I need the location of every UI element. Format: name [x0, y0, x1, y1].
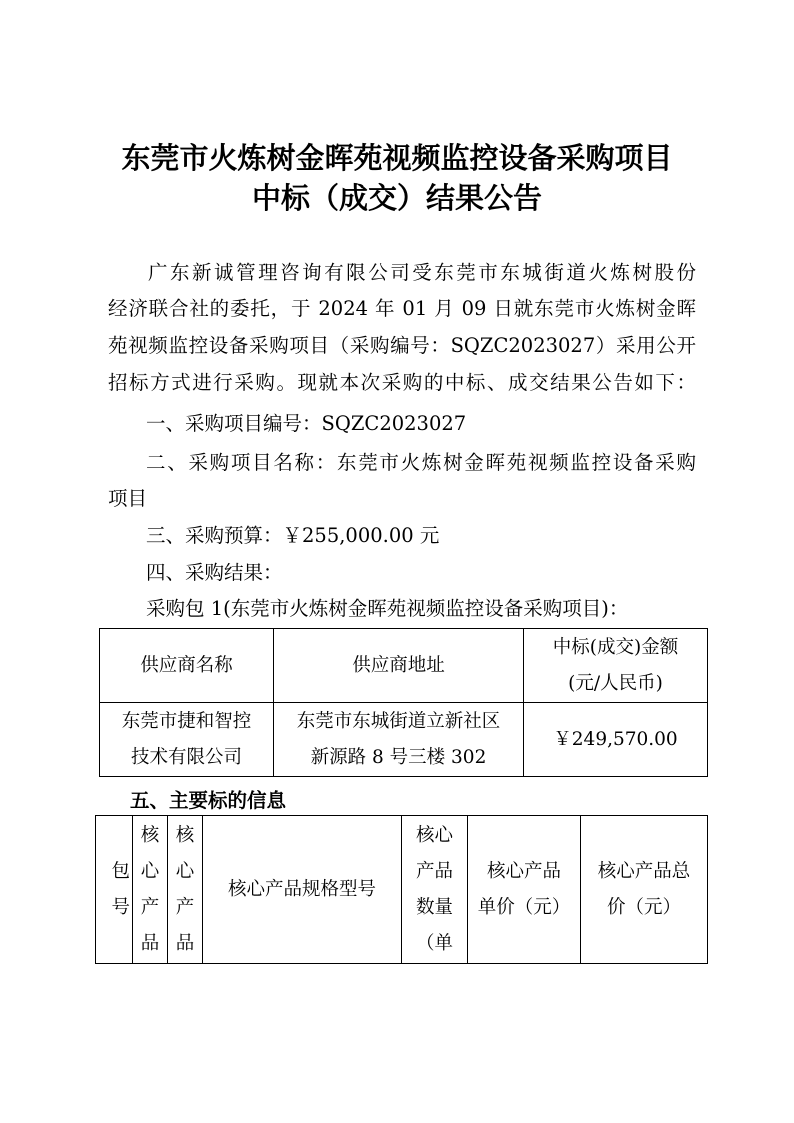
vline: 产品 [415, 860, 453, 882]
header-core-product-b [168, 816, 203, 964]
header-core-product-total-price [581, 816, 708, 964]
header-core-product-quantity [402, 816, 468, 964]
vchar: 心 [175, 860, 195, 882]
vchar: 包 [111, 860, 130, 882]
header-package-number [96, 816, 133, 964]
total-price-line-1: 核心产品总 [597, 860, 691, 882]
result-table [99, 628, 708, 777]
vchar: 品 [175, 932, 195, 954]
header-core-product-spec: 核心产品规格型号 [203, 816, 402, 964]
total-price-line-2: 价（元） [606, 896, 681, 918]
unit-price-line-2: 单价（元） [477, 896, 571, 918]
info-table [95, 815, 708, 964]
header-core-product-unit-price [468, 816, 581, 964]
vline: 核心 [415, 824, 453, 846]
supplier-address-line-2: 新源路 8 号三楼 302 [310, 746, 487, 768]
vchar: 核 [140, 824, 160, 846]
header-supplier-address: 供应商地址 [274, 629, 524, 703]
intro-line-2: 经济联合社的委托，于 2024 年 01 月 09 日就东莞市火炼树金晖 [108, 297, 696, 320]
header-core-product-a [133, 816, 168, 964]
header-amount-line-2: (元/人民币) [568, 672, 663, 694]
vchar: 核 [175, 824, 195, 846]
vchar: 产 [140, 896, 160, 918]
vchar: 号 [111, 896, 130, 918]
package-heading: 采购包 1(东莞市火炼树金晖苑视频监控设备采购项目)： [146, 597, 629, 620]
intro-line-1: 广东新诚管理咨询有限公司受东莞市东城街道火炼树股份 [148, 261, 696, 284]
section-project-number: 一、采购项目编号：SQZC2023027 [146, 412, 467, 435]
title-line-1: 东莞市火炼树金晖苑视频监控设备采购项目 [121, 141, 673, 175]
intro-line-3: 苑视频监控设备采购项目（采购编号：SQZC2023027）采用公开 [108, 334, 696, 357]
supplier-address-line-1: 东莞市东城街道立新社区 [296, 710, 501, 732]
info-table-header [96, 816, 708, 964]
supplier-name-cell [100, 703, 274, 777]
section-project-name: 二、采购项目名称：东莞市火炼树金晖苑视频监控设备采购 [146, 451, 696, 474]
title-line-2: 中标（成交）结果公告 [251, 181, 542, 215]
vline: （单 [415, 932, 453, 954]
section-project-name-cont: 项目 [108, 487, 148, 510]
supplier-name-line-1: 东莞市捷和智控 [121, 710, 252, 732]
vchar: 品 [140, 932, 160, 954]
supplier-address-cell [274, 703, 524, 777]
intro-line-4: 招标方式进行采购。现就本次采购的中标、成交结果公告如下： [108, 371, 696, 394]
header-amount-line-1: 中标(成交)金额 [552, 636, 679, 658]
section-result: 四、采购结果： [146, 561, 283, 584]
vline: 数量 [415, 896, 453, 918]
section-budget: 三、采购预算：￥255,000.00 元 [146, 524, 440, 547]
header-supplier-name: 供应商名称 [100, 629, 274, 703]
vchar: 心 [140, 860, 160, 882]
header-amount [524, 629, 708, 703]
vchar: 产 [175, 896, 195, 918]
table-row [100, 703, 708, 777]
section-main-info: 五、主要标的信息 [130, 789, 287, 812]
amount-cell: ￥249,570.00 [524, 703, 708, 777]
unit-price-line-1: 核心产品 [486, 860, 561, 882]
supplier-name-line-2: 技术有限公司 [130, 746, 242, 768]
result-table-header [100, 629, 708, 703]
